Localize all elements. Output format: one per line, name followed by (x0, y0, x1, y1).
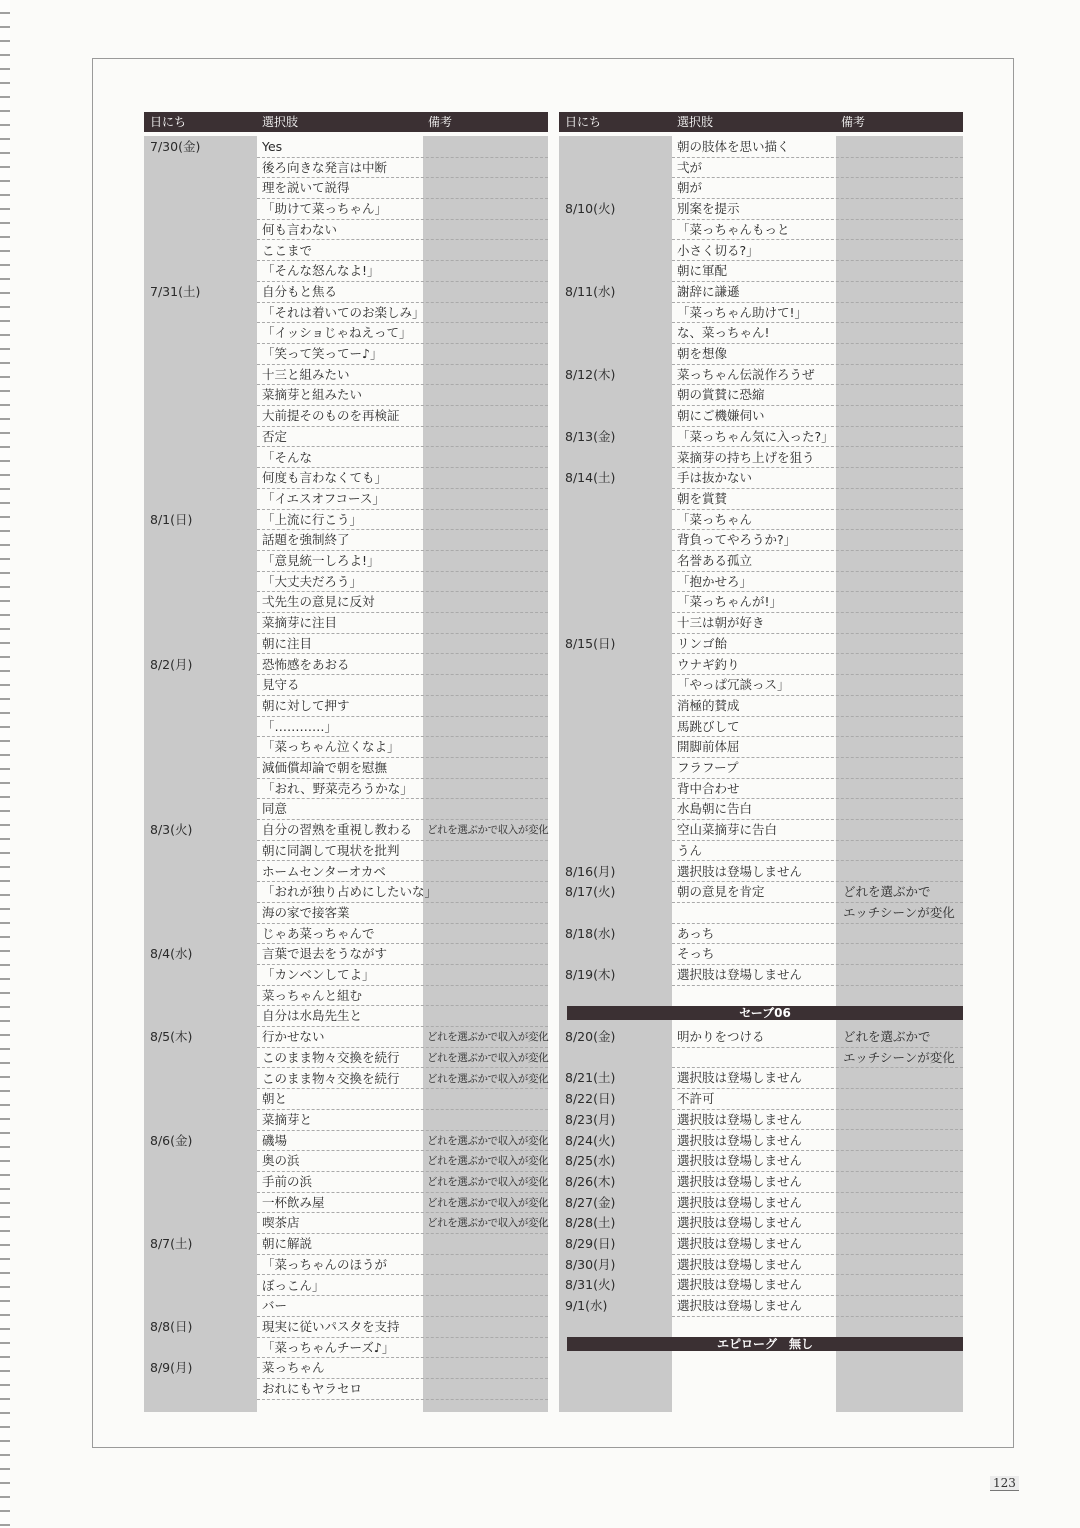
table-row (144, 1317, 548, 1338)
row-choice: 行かせない (262, 1029, 325, 1045)
row-choice: 菜っちゃんと組む (262, 987, 363, 1003)
row-choice: 奥の浜 (262, 1153, 300, 1169)
row-choice: ここまで (262, 242, 313, 258)
row-choice: 朝が (677, 180, 703, 196)
row-choice: 手前の浜 (262, 1174, 313, 1189)
table-row (559, 468, 963, 489)
table-row (144, 799, 548, 820)
page-number: 123 (990, 1476, 1019, 1491)
header-choice: 選択肢 (262, 115, 299, 129)
row-choice: 選択肢は登場しません (677, 1277, 803, 1293)
row-choice: 「大丈夫だろう」 (262, 573, 363, 589)
table-row (559, 779, 963, 800)
row-choice: あっち (677, 925, 715, 941)
table-row (144, 696, 548, 717)
row-date: 8/22(日) (565, 1091, 616, 1107)
row-choice: 手は抜かない (677, 470, 753, 486)
row-date: 8/31(火) (565, 1277, 616, 1293)
table-row (144, 220, 548, 241)
table-row (144, 924, 548, 945)
row-choice: 消極的賛成 (677, 697, 740, 713)
table-row (559, 737, 963, 758)
epilogue-bar: エピローグ 無し (567, 1337, 963, 1351)
table-row (144, 365, 548, 386)
row-choice: 理を説いて説得 (262, 180, 350, 196)
row-choice: 大前提そのものを再検証 (262, 408, 400, 424)
row-note: どれを選ぶかで収入が変化 (427, 1031, 549, 1044)
table-row (559, 1172, 963, 1193)
table-row (144, 1151, 548, 1172)
row-choice: 「菜っちゃん助けて!」 (677, 304, 808, 320)
table-row (144, 1172, 548, 1193)
right-table-header (559, 112, 963, 132)
row-choice: 「助けて菜っちゃん」 (262, 201, 388, 217)
table-row (559, 944, 963, 965)
table-row (144, 551, 548, 572)
row-choice: 恐怖感をあおる (262, 656, 350, 672)
table-row (559, 1213, 963, 1234)
table-row (559, 385, 963, 406)
table-row (144, 344, 548, 365)
row-choice: 「やっぱ冗談っス」 (677, 677, 790, 693)
row-date: 8/4(水) (150, 946, 193, 962)
spiral-binding (0, 0, 10, 1528)
table-row (559, 799, 963, 820)
row-choice: 朝に解説 (262, 1236, 313, 1252)
table-row (559, 613, 963, 634)
row-choice: 何度も言わなくても」 (262, 470, 388, 486)
table-row (559, 282, 963, 303)
table-row (144, 592, 548, 613)
table-row (559, 1089, 963, 1110)
table-row (144, 1255, 548, 1276)
row-choice: 菜摘芽に注目 (262, 615, 338, 631)
table-row (559, 903, 963, 924)
row-note: どれを選ぶかで収入が変化 (427, 1155, 549, 1168)
row-choice: 「笑って笑ってー♪」 (262, 346, 383, 361)
table-row (144, 903, 548, 924)
row-choice: 弌先生の意見に反対 (262, 594, 375, 610)
table-row (559, 137, 963, 158)
row-choice: 否定 (262, 428, 288, 444)
table-row (144, 158, 548, 179)
table-row (559, 1068, 963, 1089)
row-date: 8/24(火) (565, 1132, 616, 1148)
table-row (144, 282, 548, 303)
row-choice: 現実に従いパスタを支持 (262, 1318, 400, 1334)
row-choice: このまま物々交換を続行 (262, 1070, 400, 1086)
table-row (144, 820, 548, 841)
row-choice: 自分は水島先生と (262, 1008, 363, 1024)
row-date: 8/7(土) (150, 1236, 193, 1252)
row-date: 7/30(金) (150, 139, 201, 154)
row-note: どれを選ぶかで収入が変化 (427, 824, 549, 837)
table-row (559, 406, 963, 427)
row-date: 8/30(月) (565, 1256, 616, 1272)
row-choice: 名誉ある孤立 (677, 553, 753, 568)
row-choice: 選択肢は登場しません (677, 1215, 803, 1231)
table-row (144, 841, 548, 862)
table-row (559, 448, 963, 469)
table-row (559, 965, 963, 986)
row-choice: 別案を提示 (677, 201, 740, 217)
row-date: 8/9(月) (150, 1360, 193, 1376)
row-choice: うん (677, 842, 703, 858)
row-choice: 菜摘芽と組みたい (262, 387, 363, 403)
table-row (144, 655, 548, 676)
row-choice: 空山菜摘芽に告白 (677, 822, 778, 838)
row-date: 8/19(木) (565, 967, 616, 982)
table-row (144, 965, 548, 986)
header-choice: 選択肢 (677, 115, 714, 129)
row-choice: 朝に対して押す (262, 697, 350, 713)
table-row (144, 758, 548, 779)
table-row (144, 572, 548, 593)
row-choice: 喫茶店 (262, 1215, 300, 1231)
row-choice: 「おれが独り占めにしたいな」 (262, 884, 438, 900)
table-row (559, 344, 963, 365)
table-row (559, 1048, 963, 1069)
row-choice: 選択肢は登場しません (677, 967, 803, 982)
row-choice: 朝にご機嫌伺い (677, 408, 765, 424)
row-choice: 朝を賞賛 (677, 490, 728, 506)
row-choice: 十三と組みたい (262, 366, 350, 382)
table-row (559, 365, 963, 386)
table-row (559, 820, 963, 841)
row-choice: 朝の意見を肯定 (677, 884, 765, 900)
row-choice: ホームセンターオカベ (262, 863, 386, 879)
row-date: 8/13(金) (565, 428, 616, 444)
table-row (559, 303, 963, 324)
table-row (144, 613, 548, 634)
row-date: 8/12(木) (565, 366, 616, 382)
row-choice: そっち (677, 946, 715, 962)
row-choice: 選択肢は登場しません (677, 1111, 803, 1127)
row-choice: 海の家で接客業 (262, 904, 350, 920)
row-choice: 弌が (677, 159, 703, 175)
row-note: どれを選ぶかで収入が変化 (427, 1196, 549, 1209)
row-choice: 十三は朝が好き (677, 615, 765, 631)
row-choice: 「菜っちゃんが!」 (677, 594, 783, 610)
row-choice: 「カンベンしてよ」 (262, 967, 375, 982)
table-row (144, 241, 548, 262)
table-row (559, 572, 963, 593)
row-choice: バー (262, 1298, 288, 1314)
row-choice: 話題を強制終了 (262, 532, 350, 548)
table-row (559, 1255, 963, 1276)
table-row (144, 1379, 548, 1400)
table-row (559, 530, 963, 551)
row-choice: 選択肢は登場しません (677, 1173, 803, 1189)
row-choice: 後ろ向きな発言は中断 (262, 159, 388, 175)
row-choice: このまま物々交換を続行 (262, 1049, 400, 1065)
table-row (144, 1089, 548, 1110)
table-row (144, 944, 548, 965)
table-row (144, 510, 548, 531)
table-row (144, 1234, 548, 1255)
row-date: 8/1(日) (150, 511, 193, 527)
table-row (559, 241, 963, 262)
row-choice: 選択肢は登場しません (677, 1236, 803, 1251)
row-note: どれを選ぶかで収入が変化 (427, 1134, 549, 1147)
table-row (144, 137, 548, 158)
row-choice: 水島朝に告白 (677, 801, 753, 817)
table-row (559, 427, 963, 448)
row-choice: 「…………」 (262, 718, 338, 734)
row-choice: な、菜っちゃん! (677, 325, 770, 341)
header-note: 備考 (428, 115, 453, 129)
table-row (144, 1213, 548, 1234)
table-row (144, 779, 548, 800)
table-row (144, 468, 548, 489)
table-row (144, 882, 548, 903)
table-row (144, 1110, 548, 1131)
table-row (144, 737, 548, 758)
table-row (559, 1275, 963, 1296)
row-choice: 何も言わない (262, 221, 338, 237)
table-row (144, 1048, 548, 1069)
header-date: 日にち (150, 115, 187, 129)
row-date: 8/8(日) (150, 1318, 193, 1334)
table-row (144, 1131, 548, 1152)
row-choice: 菜っちゃん伝説作ろうぜ (677, 366, 815, 382)
table-row (144, 1296, 548, 1317)
row-choice: リンゴ飴 (677, 635, 728, 651)
row-choice: 選択肢は登場しません (677, 863, 803, 879)
table-row (144, 1276, 548, 1297)
table-row (559, 178, 963, 199)
table-row (559, 862, 963, 883)
table-row (144, 489, 548, 510)
table-row (144, 530, 548, 551)
table-row (559, 1027, 963, 1048)
table-row (559, 199, 963, 220)
table-row (559, 758, 963, 779)
row-choice: 朝の賞賛に恐縮 (677, 387, 765, 403)
row-choice: 馬跳びして (677, 718, 740, 734)
row-choice: 不許可 (677, 1091, 715, 1107)
table-row (144, 717, 548, 738)
row-choice: 選択肢は登場しません (677, 1132, 803, 1148)
row-date: 8/20(金) (565, 1029, 616, 1044)
row-choice: 同意 (262, 801, 288, 817)
row-date: 8/28(土) (565, 1215, 616, 1231)
row-choice: 菜摘芽と (262, 1111, 313, 1127)
row-choice: 背負ってやろうか?」 (677, 532, 797, 548)
table-row (144, 427, 548, 448)
row-date: 8/21(土) (565, 1070, 616, 1086)
row-choice: 「菜っちゃんのほうが (262, 1256, 388, 1272)
row-choice: 自分の習熟を重視し教わる (262, 822, 413, 838)
row-choice: 「それは着いてのお楽しみ」 (262, 304, 425, 320)
row-note: エッチシーンが変化 (843, 1049, 955, 1065)
table-row (144, 199, 548, 220)
row-date: 8/18(水) (565, 925, 616, 941)
left-choice-table (144, 112, 548, 1414)
table-row (559, 1131, 963, 1152)
row-choice: 「イッショじゃねえって」 (262, 325, 412, 341)
row-choice: ウナギ釣り (677, 656, 740, 672)
row-choice: 「菜っちゃん気に入った?」 (677, 428, 834, 444)
row-choice: ぼっこん」 (262, 1277, 325, 1293)
row-choice: 謝辞に謙遜 (677, 283, 740, 299)
table-row (559, 1151, 963, 1172)
table-row (559, 1193, 963, 1214)
row-choice: 朝に軍配 (677, 263, 728, 279)
row-choice: 「意見統一しろよ!」 (262, 553, 380, 568)
row-choice: 「菜っちゃん (677, 511, 753, 527)
row-choice: 減価償却論で朝を慰撫 (262, 760, 388, 775)
row-date: 8/6(金) (150, 1132, 193, 1148)
header-note: 備考 (841, 115, 866, 129)
table-row (559, 489, 963, 510)
row-choice: 「イエスオフコース」 (262, 490, 385, 506)
table-row (144, 986, 548, 1007)
row-date: 8/10(火) (565, 201, 616, 217)
table-row (144, 448, 548, 469)
table-row (559, 1110, 963, 1131)
table-row (559, 717, 963, 738)
table-row (144, 261, 548, 282)
row-date: 8/25(水) (565, 1153, 616, 1169)
right-choice-table (559, 112, 963, 1414)
table-row (144, 675, 548, 696)
row-date: 7/31(土) (150, 283, 201, 299)
row-choice: 「上流に行こう」 (262, 511, 363, 527)
table-row (559, 675, 963, 696)
row-date: 8/2(月) (150, 656, 193, 672)
table-row (559, 592, 963, 613)
row-date: 9/1(水) (565, 1298, 608, 1314)
row-choice: 小さく切る?」 (677, 242, 759, 258)
row-date: 8/16(月) (565, 863, 616, 879)
row-choice: 菜っちゃん (262, 1360, 325, 1376)
row-note: どれを選ぶかで収入が変化 (427, 1072, 549, 1085)
table-row (559, 841, 963, 862)
table-row (559, 634, 963, 655)
row-choice: 朝を想像 (677, 346, 728, 361)
table-row (559, 882, 963, 903)
row-choice: 言葉で退去をうながす (262, 946, 388, 962)
header-date: 日にち (565, 115, 602, 129)
row-choice: 朝と (262, 1091, 288, 1107)
row-choice: 菜摘芽の持ち上げを狙う (677, 449, 815, 465)
row-choice: 「そんな怒んなよ!」 (262, 263, 380, 279)
row-choice: 選択肢は登場しません (677, 1194, 803, 1210)
row-choice: おれにもヤラセロ (262, 1381, 363, 1396)
row-choice: 選択肢は登場しません (677, 1153, 803, 1169)
row-choice: 「菜っちゃんもっと (677, 221, 790, 237)
table-row (144, 406, 548, 427)
table-row (559, 220, 963, 241)
row-choice: 「おれ、野菜売ろうかな」 (262, 780, 413, 796)
row-note: どれを選ぶかで収入が変化 (427, 1051, 549, 1064)
row-choice: 「そんな (262, 449, 313, 465)
row-date: 8/11(水) (565, 283, 616, 299)
row-choice: 「菜っちゃん泣くなよ」 (262, 739, 400, 755)
row-date: 8/14(土) (565, 470, 616, 486)
table-row (559, 924, 963, 945)
row-date: 8/23(月) (565, 1111, 616, 1127)
row-choice: 自分もと焦る (262, 283, 338, 299)
row-choice: 選択肢は登場しません (677, 1070, 803, 1086)
table-row (559, 551, 963, 572)
table-row (144, 1006, 548, 1027)
row-choice: 朝に注目 (262, 635, 313, 651)
row-date: 8/27(金) (565, 1194, 616, 1210)
row-date: 8/5(木) (150, 1029, 193, 1045)
row-note: どれを選ぶかで収入が変化 (427, 1217, 549, 1230)
table-row (559, 655, 963, 676)
row-choice: 背中合わせ (677, 780, 740, 796)
row-choice: 朝の肢体を思い描く (677, 139, 790, 154)
row-date: 8/17(火) (565, 884, 616, 900)
row-choice: 「抱かせろ」 (677, 573, 753, 589)
row-date: 8/29(日) (565, 1236, 616, 1251)
table-row (144, 303, 548, 324)
row-note: どれを選ぶかで収入が変化 (427, 1176, 549, 1188)
row-choice: 見守る (262, 677, 300, 693)
row-note: エッチシーンが変化 (843, 904, 955, 920)
row-choice: フラフープ (677, 760, 739, 775)
table-row (144, 1069, 548, 1090)
table-row (559, 1296, 963, 1317)
row-choice: 「菜っちゃんチーズ♪」 (262, 1339, 395, 1355)
row-choice: 開脚前体屈 (677, 739, 740, 755)
row-note: どれを選ぶかで (843, 1029, 931, 1044)
row-note: どれを選ぶかで (843, 884, 931, 900)
table-row (144, 323, 548, 344)
table-row (559, 323, 963, 344)
table-row (559, 261, 963, 282)
row-choice: じゃあ菜っちゃんで (262, 925, 375, 941)
left-table-header (144, 112, 548, 132)
row-choice: 明かりをつける (677, 1029, 765, 1044)
row-choice: 選択肢は登場しません (677, 1256, 803, 1272)
save-bar: セーブ06 (567, 1006, 963, 1020)
row-date: 8/3(火) (150, 822, 193, 838)
table-row (144, 178, 548, 199)
row-choice: 選択肢は登場しません (677, 1298, 803, 1314)
row-choice: 磯場 (262, 1132, 288, 1148)
table-row (559, 1234, 963, 1255)
table-row (144, 385, 548, 406)
row-choice: 一杯飲み屋 (262, 1194, 325, 1210)
table-row (559, 158, 963, 179)
table-row (144, 862, 548, 883)
table-row (144, 1338, 548, 1359)
row-choice: Yes (262, 139, 283, 154)
table-row (144, 634, 548, 655)
row-date: 8/26(木) (565, 1173, 616, 1189)
table-row (144, 1358, 548, 1379)
row-date: 8/15(日) (565, 635, 616, 651)
table-row (559, 696, 963, 717)
table-row (144, 1027, 548, 1048)
table-row (144, 1193, 548, 1214)
table-row (559, 510, 963, 531)
row-choice: 朝に同調して現状を批判 (262, 842, 400, 858)
